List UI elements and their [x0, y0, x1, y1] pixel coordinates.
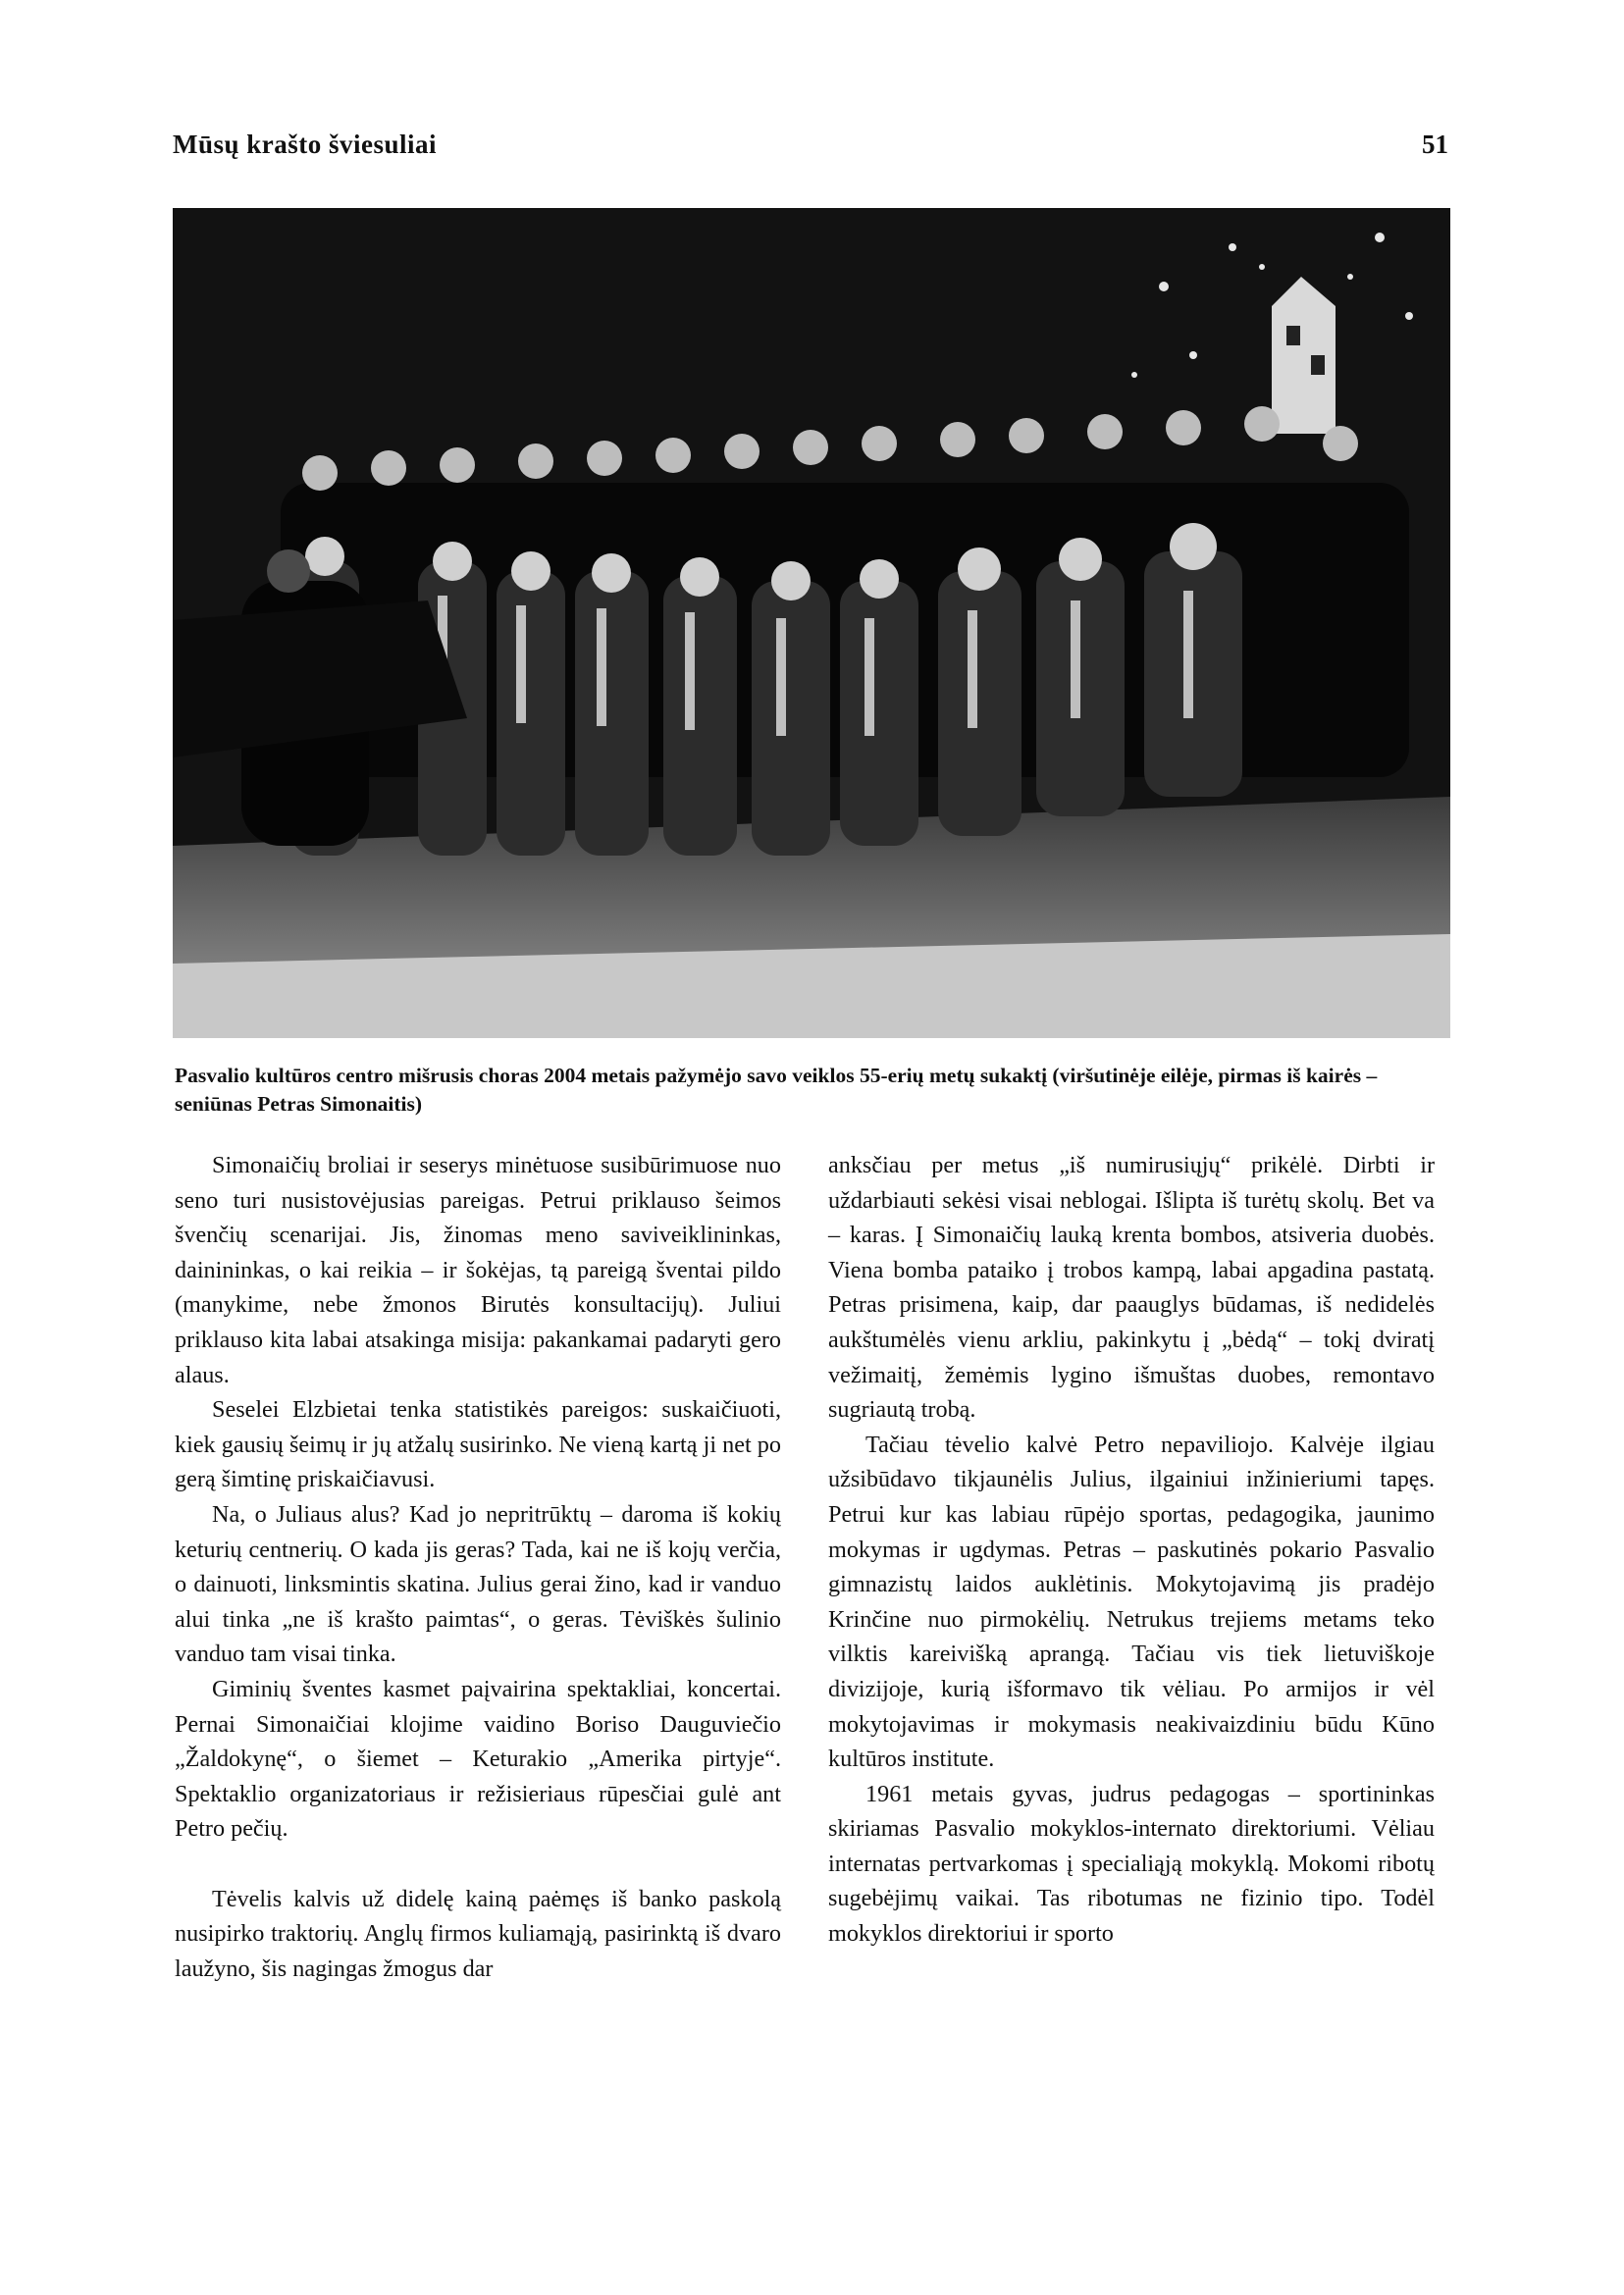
paragraph: Tačiau tėvelio kalvė Petro nepaviliojo. Kalvėje ilgiau užsibūdavo tikjaunėlis Julius, ilgainiui inžinieriumi tapęs. Petrui kur kas labiau rūpėjo sportas, pedagogika, jaunimo mokymas ir ugdymas. Petras – paskutinės pokario Pasvalio gimnazistų laidos auklėtinis. Mokytojavimą jis pradėjo Krinčine nuo pirmokėlių. Netrukus trejiems metams teko vilktis kareivišką aprangą. Tačiau vis tiek lietuviškoje divizijoje, kurią išformavo tik vėliau. Po armijos ir vėl mokytojavimas ir mokymasis neakivaizdiniu būdu Kūno kultūros institute. — [828, 1431, 1435, 1773]
paragraph: Simonaičių broliai ir seserys minėtuose susibūrimuose nuo seno turi nusistovėjusias pareigas. Petrui priklauso šeimos švenčių scenarijai. Jis, žinomas meno saviveiklininkas, dainininkas, o kai reikia – ir šokėjas, tą pareigą šventai pildo (manykime, nebe žmonos Birutės konsultacijų). Juliui priklauso kita labai atsakinga misija: pakankamai padaryti gero alaus. — [175, 1152, 781, 1388]
paragraph: Na, o Juliaus alus? Kad jo nepritrūktų – daroma iš kokių keturių centnerių. O kada jis geras? Tada, kai ne iš kojų verčia, o dainuoti, linksmintis skatina. Julius gerai žino, kad ir vanduo alui tinka „ne iš krašto paimtas“, o geras. Tėviškės šulinio vanduo tam visai tinka. — [175, 1500, 781, 1668]
running-title: Mūsų krašto šviesuliai — [173, 130, 438, 159]
paragraph: Tėvelis kalvis už didelę kainą paėmęs iš banko paskolą nusipirko traktorių. Anglų firmos kuliamąją, pasirinktą iš dvaro laužyno, šis nagingas žmogus dar — [175, 1885, 781, 1983]
left-column — [175, 1148, 781, 1987]
paragraph: Seselei Elzbietai tenka statistikės pareigos: suskaičiuoti, kiek gausių šeimų ir jų atžalų susirinko. Ne vieną kartą ji net po gerą šimtinę priskaičiavusi. — [175, 1396, 781, 1493]
page-number: 51 — [1422, 130, 1448, 159]
photo-caption: Pasvalio kultūros centro mišrusis choras 2004 metais pažymėjo savo veiklos 55-erių metų sukaktį (viršutinėje eilėje, pirmas iš kairės – seniūnas Petras Simonaitis) — [175, 1064, 1378, 1116]
page-header — [173, 130, 1448, 169]
paragraph: 1961 metais gyvas, judrus pedagogas – sportininkas skiriamas Pasvalio mokyklos-internato direktoriumi. Vėliau internatas pertvarkomas į specialiąją mokyklą. Mokomi ribotų sugebėjimų vaikai. Tas ribotumas ne fizinio tipo. Todėl mokyklos direktoriui ir sporto — [828, 1780, 1435, 1948]
right-column — [828, 1148, 1435, 1952]
choir-photo — [173, 208, 1450, 1038]
paragraph: anksčiau per metus „iš numirusiųjų“ prikėlė. Dirbti ir uždarbiauti sekėsi visai neblogai. Išlipta iš turėtų skolų. Bet va – karas. Į Simonaičių lauką krenta bombos, atsiveria duobės. Viena bomba pataiko į trobos kampą, labai apgadina pastatą. Petras prisimena, kaip, dar paauglys būdamas, iš nedidelės aukštumėlės vienu arkliu, pakinkytu į „bėdą“ – tokį dviratį vežimaitį, žemėmis lygino išmuštas duobes, remontavo sugriautą trobą. — [828, 1152, 1435, 1424]
paragraph: Giminių šventes kasmet paįvairina spektakliai, koncertai. Pernai Simonaičiai klojime vaidino Boriso Dauguviečio „Žaldokynę“, o šiemet – Keturakio „Amerika pirtyje“. Spektaklio organizatoriaus ir režisieriaus rūpesčiai gulė ant Petro pečių. — [175, 1675, 781, 1843]
